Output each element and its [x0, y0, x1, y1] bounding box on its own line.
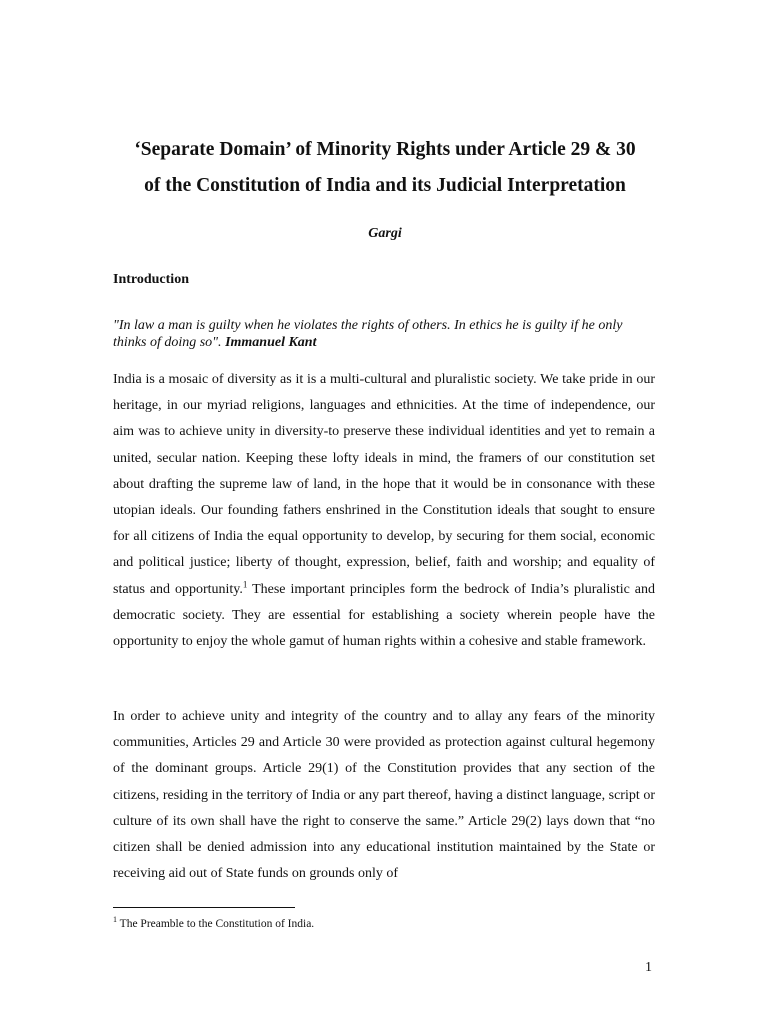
paragraph-1-text: India is a mosaic of diversity as it is a multi-cultural and pluralistic society. We take pride in our heritage, in our myriad religions, languages and ethnicities. At the time of independence, our aim was to achieve unity in diversity-to preserve these individual identities and yet to remain a united, secular nation. Keeping these lofty ideals in mind, the framers of our constitution set about drafting the supreme law of land, in the hope that it would be in consonance with these utopian ideals. Our founding fathers enshrined in the Constitution ideals that sought to ensure for all citizens of India the equal opportunity to develop, by securing for them social, economic and political justice; liberty of thought, expression, belief, faith and worship; and equality of status and opportunity.	[113, 372, 655, 597]
footnote	[113, 915, 314, 930]
footnote-text: The Preamble to the Constitution of India.	[117, 917, 315, 930]
quote-attribution: Immanuel Kant	[225, 335, 317, 350]
paper-title	[100, 132, 670, 204]
footnote-reference[interactable]: 1	[242, 578, 248, 589]
title-line-1: ‘Separate Domain’ of Minority Rights under Article 29 & 30	[134, 139, 636, 160]
footnote-divider	[113, 907, 295, 908]
quote-text: "In law a man is guilty when he violates the rights of others. In ethics he is guilty if he only thinks of doing so".	[113, 318, 623, 350]
author-name: Gargi	[368, 226, 402, 241]
body-paragraph-2: In order to achieve unity and integrity of the country and to allay any fears of the minority communities, Articles 29 and Article 30 were provided as protection against cultural hegemony of the dominant groups. Article 29(1) of the Constitution provides that any section of the citizens, residing in the territory of India or any part thereof, having a distinct language, script or culture of its own shall have the right to conserve the same.” Article 29(2) lays down that “no citizen shall be denied admission into any educational institution maintained by the State or receiving aid out of State funds on grounds only of	[113, 709, 655, 882]
epigraph-quote	[113, 317, 658, 351]
title-line-2: of the Constitution of India and its Judicial Interpretation	[144, 175, 626, 196]
paragraph-1-continuation: These important principles form the bedrock of India’s pluralistic and democratic society. They are essential for establishing a society wherein people have the opportunity to enjoy the whole gamut of human rights within a cohesive and stable framework.	[113, 581, 655, 650]
section-heading: Introduction	[113, 272, 189, 287]
page-number: 1	[645, 960, 652, 975]
footnote-marker: 1	[113, 915, 117, 924]
body-paragraph-1	[113, 367, 655, 655]
